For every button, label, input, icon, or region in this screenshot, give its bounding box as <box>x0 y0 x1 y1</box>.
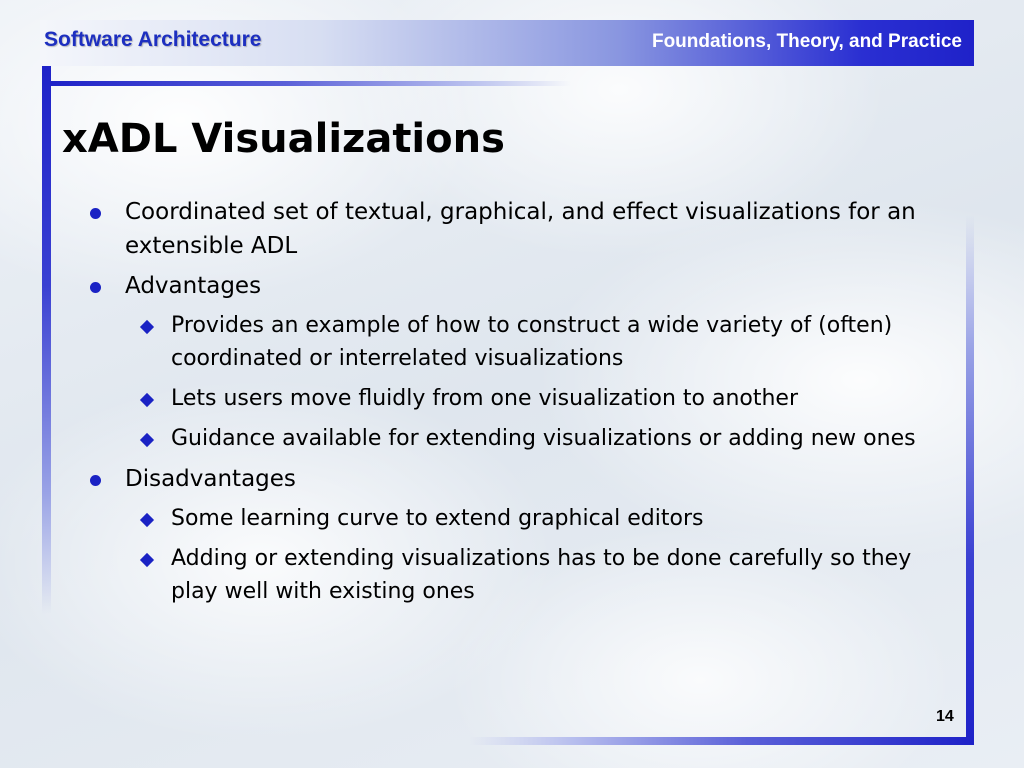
bullet-text: Advantages <box>125 273 262 299</box>
bullet-dot-icon <box>90 282 101 293</box>
sub-bullet-item <box>125 422 926 455</box>
sub-bullet-item <box>125 502 926 535</box>
header-course-title: Software Architecture <box>44 28 262 51</box>
frame-bottom-border <box>470 737 974 745</box>
slide-title: xADL Visualizations <box>62 116 505 162</box>
sub-bullet-text: Some learning curve to extend graphical editors <box>171 506 704 531</box>
sub-bullet-text: Adding or extending visualizations has to be done carefully so they play well with existing ones <box>171 546 912 604</box>
diamond-bullet-icon <box>140 320 154 334</box>
bullet-item <box>86 462 926 496</box>
bullet-list <box>86 195 926 615</box>
sub-bullet-text: Provides an example of how to construct a wide variety of (often) coordinated or interrelated visualizations <box>171 313 893 371</box>
bullet-text: Coordinated set of textual, graphical, and effect visualizations for an extensible ADL <box>125 199 916 259</box>
diamond-bullet-icon <box>140 433 154 447</box>
sub-bullet-text: Guidance available for extending visualizations or adding new ones <box>171 426 916 451</box>
sub-bullet-item <box>125 542 926 608</box>
page-number: 14 <box>936 708 954 725</box>
frame-left-border <box>42 66 51 614</box>
frame-top-border <box>51 81 571 86</box>
sub-bullet-item <box>125 309 926 375</box>
bullet-dot-icon <box>90 208 101 219</box>
sub-bullet-item <box>125 382 926 415</box>
diamond-bullet-icon <box>140 553 154 567</box>
diamond-bullet-icon <box>140 513 154 527</box>
diamond-bullet-icon <box>140 393 154 407</box>
frame-right-border <box>966 215 974 745</box>
bullet-item <box>86 269 926 303</box>
bullet-text: Disadvantages <box>125 466 296 492</box>
bullet-dot-icon <box>90 475 101 486</box>
bullet-item <box>86 195 926 263</box>
header-book-subtitle: Foundations, Theory, and Practice <box>651 31 962 52</box>
sub-bullet-text: Lets users move fluidly from one visualization to another <box>171 386 799 411</box>
